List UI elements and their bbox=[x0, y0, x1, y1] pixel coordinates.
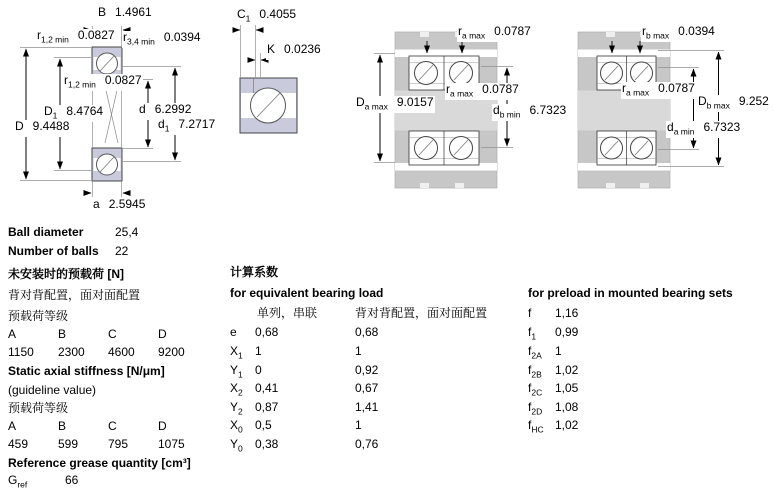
stiffness-title: Static axial stiffness [N/μm] bbox=[8, 364, 165, 378]
class-header: D bbox=[158, 327, 167, 341]
equiv-load-title: for equivalent bearing load bbox=[230, 286, 384, 300]
calc-factors-title: 计算系数 bbox=[230, 265, 279, 279]
factor-row-f2A: $f_{2A}$ 1 bbox=[528, 344, 562, 361]
dim-label-ra-max-mid-a: $r_{a max}$ 0.0787 bbox=[446, 82, 519, 99]
class-header: B bbox=[58, 327, 67, 341]
class-header: A bbox=[8, 419, 17, 433]
stiffness-value: 1075 bbox=[158, 437, 185, 451]
preload-class-label: 预载荷等级 bbox=[8, 309, 69, 323]
grease-title: Reference grease quantity [cm³] bbox=[8, 456, 191, 470]
stiffness-value: 599 bbox=[58, 437, 79, 451]
class-header: B bbox=[58, 419, 67, 433]
preload-value: 4600 bbox=[108, 345, 135, 359]
factor-row-fHC: $f_{HC}$ 1,02 bbox=[528, 418, 579, 435]
dim-label-ra-max-mid-b: $r_{a max}$ 0.0787 bbox=[622, 81, 695, 98]
class-header: C bbox=[108, 419, 117, 433]
stiffness-value: 459 bbox=[8, 437, 29, 451]
preload-values-row bbox=[8, 345, 208, 359]
dim-label-K: K 0.0236 bbox=[266, 43, 322, 60]
number-of-balls-value: 22 bbox=[115, 244, 129, 258]
ball-diameter-value: 25,4 bbox=[115, 225, 139, 239]
factor-row-f: f 1,16 bbox=[528, 306, 579, 320]
dim-label-da-min: $d_{a min}$ 6.7323 bbox=[667, 120, 741, 137]
dim-label-r12min-top: $r_{1,2 min}$ 0.0827 bbox=[37, 28, 115, 45]
col1-header: 单列，串联 bbox=[257, 306, 318, 320]
calc-row-Y0: $Y_0$ 0,38 0,76 bbox=[230, 437, 379, 454]
dim-label-r34min: $r_{3,4 min}$ 0.0394 bbox=[123, 30, 201, 47]
factor-row-f2D: $f_{2D}$ 1,08 bbox=[528, 400, 579, 417]
preload-factors-title: for preload in mounted bearing sets bbox=[528, 286, 733, 300]
factor-row-f2B: $f_{2B}$ 1,02 bbox=[528, 363, 579, 380]
dim-label-Db-max: $D_{b max}$ 9.252 bbox=[698, 94, 769, 111]
number-of-balls-row bbox=[8, 244, 128, 258]
calc-row-Y2: $Y_2$ 0,87 1,41 bbox=[230, 400, 379, 417]
preload-value: 1150 bbox=[8, 345, 34, 359]
dim-label-B: B 1.4961 bbox=[97, 6, 153, 23]
calc-row-e: e 0,68 0,68 bbox=[230, 325, 379, 339]
grease-row bbox=[8, 473, 78, 491]
preload-unmounted-subtitle: 背对背配置，面对面配置 bbox=[8, 288, 141, 302]
col2-header: 背对背配置，面对面配置 bbox=[355, 306, 488, 320]
stiffness-class-header-row bbox=[8, 419, 208, 433]
dim-label-rb-max: $r_{b max}$ 0.0394 bbox=[642, 24, 715, 41]
calc-row-X1: $X_1$ 1 1 bbox=[230, 344, 362, 361]
dim-label-ra-max-top: $r_{a max}$ 0.0787 bbox=[458, 24, 531, 41]
dim-label-D: D 9.4488 bbox=[14, 120, 70, 137]
calc-column-headers bbox=[257, 306, 487, 320]
dim-label-d1: $d_1$ 7.2717 bbox=[158, 117, 216, 134]
dim-label-db-min: $d_{b min}$ 6.7323 bbox=[493, 103, 567, 120]
factor-row-f2C: $f_{2C}$ 1,05 bbox=[528, 381, 579, 398]
dim-label-D1: $D_1$ 8.4764 bbox=[44, 104, 104, 121]
bearing-section-c1-drawing bbox=[233, 24, 297, 133]
factor-row-f1: $f_1$ 0,99 bbox=[528, 325, 579, 342]
class-header: D bbox=[158, 419, 167, 433]
preload-value: 2300 bbox=[58, 345, 85, 359]
dim-label-C1: $C_1$ 0.4055 bbox=[237, 7, 297, 24]
preload-value: 9200 bbox=[158, 345, 185, 359]
preload-class-header-row bbox=[8, 327, 208, 341]
ball-diameter-row bbox=[8, 225, 138, 239]
stiffness-values-row bbox=[8, 437, 208, 451]
class-header: C bbox=[108, 327, 117, 341]
grease-symbol: $G_{ref}$ bbox=[8, 473, 28, 490]
dim-label-r12min-inner: $r_{1,2 min}$ 0.0827 bbox=[64, 73, 142, 90]
calc-row-Y1: $Y_1$ 0 0,92 bbox=[230, 363, 379, 380]
dim-label-a: a 2.5945 bbox=[92, 198, 146, 215]
stiffness-class-label: 预载荷等级 bbox=[8, 401, 69, 415]
calc-row-X0: $X_0$ 0,5 1 bbox=[230, 418, 362, 435]
ball-diameter-label: Ball diameter bbox=[8, 225, 84, 239]
number-of-balls-label: Number of balls bbox=[8, 244, 99, 258]
dim-label-Da-max: $D_{a max}$ 9.0157 bbox=[356, 95, 434, 112]
stiffness-value: 795 bbox=[108, 437, 129, 451]
calc-row-X2: $X_2$ 0,41 0,67 bbox=[230, 381, 379, 398]
class-header: A bbox=[8, 327, 17, 341]
preload-unmounted-title: 未安装时的预载荷 [N] bbox=[8, 267, 124, 281]
grease-value: 66 bbox=[65, 473, 79, 487]
dim-label-d: d 6.2992 bbox=[138, 103, 192, 120]
stiffness-subtitle: (guideline value) bbox=[8, 383, 97, 397]
